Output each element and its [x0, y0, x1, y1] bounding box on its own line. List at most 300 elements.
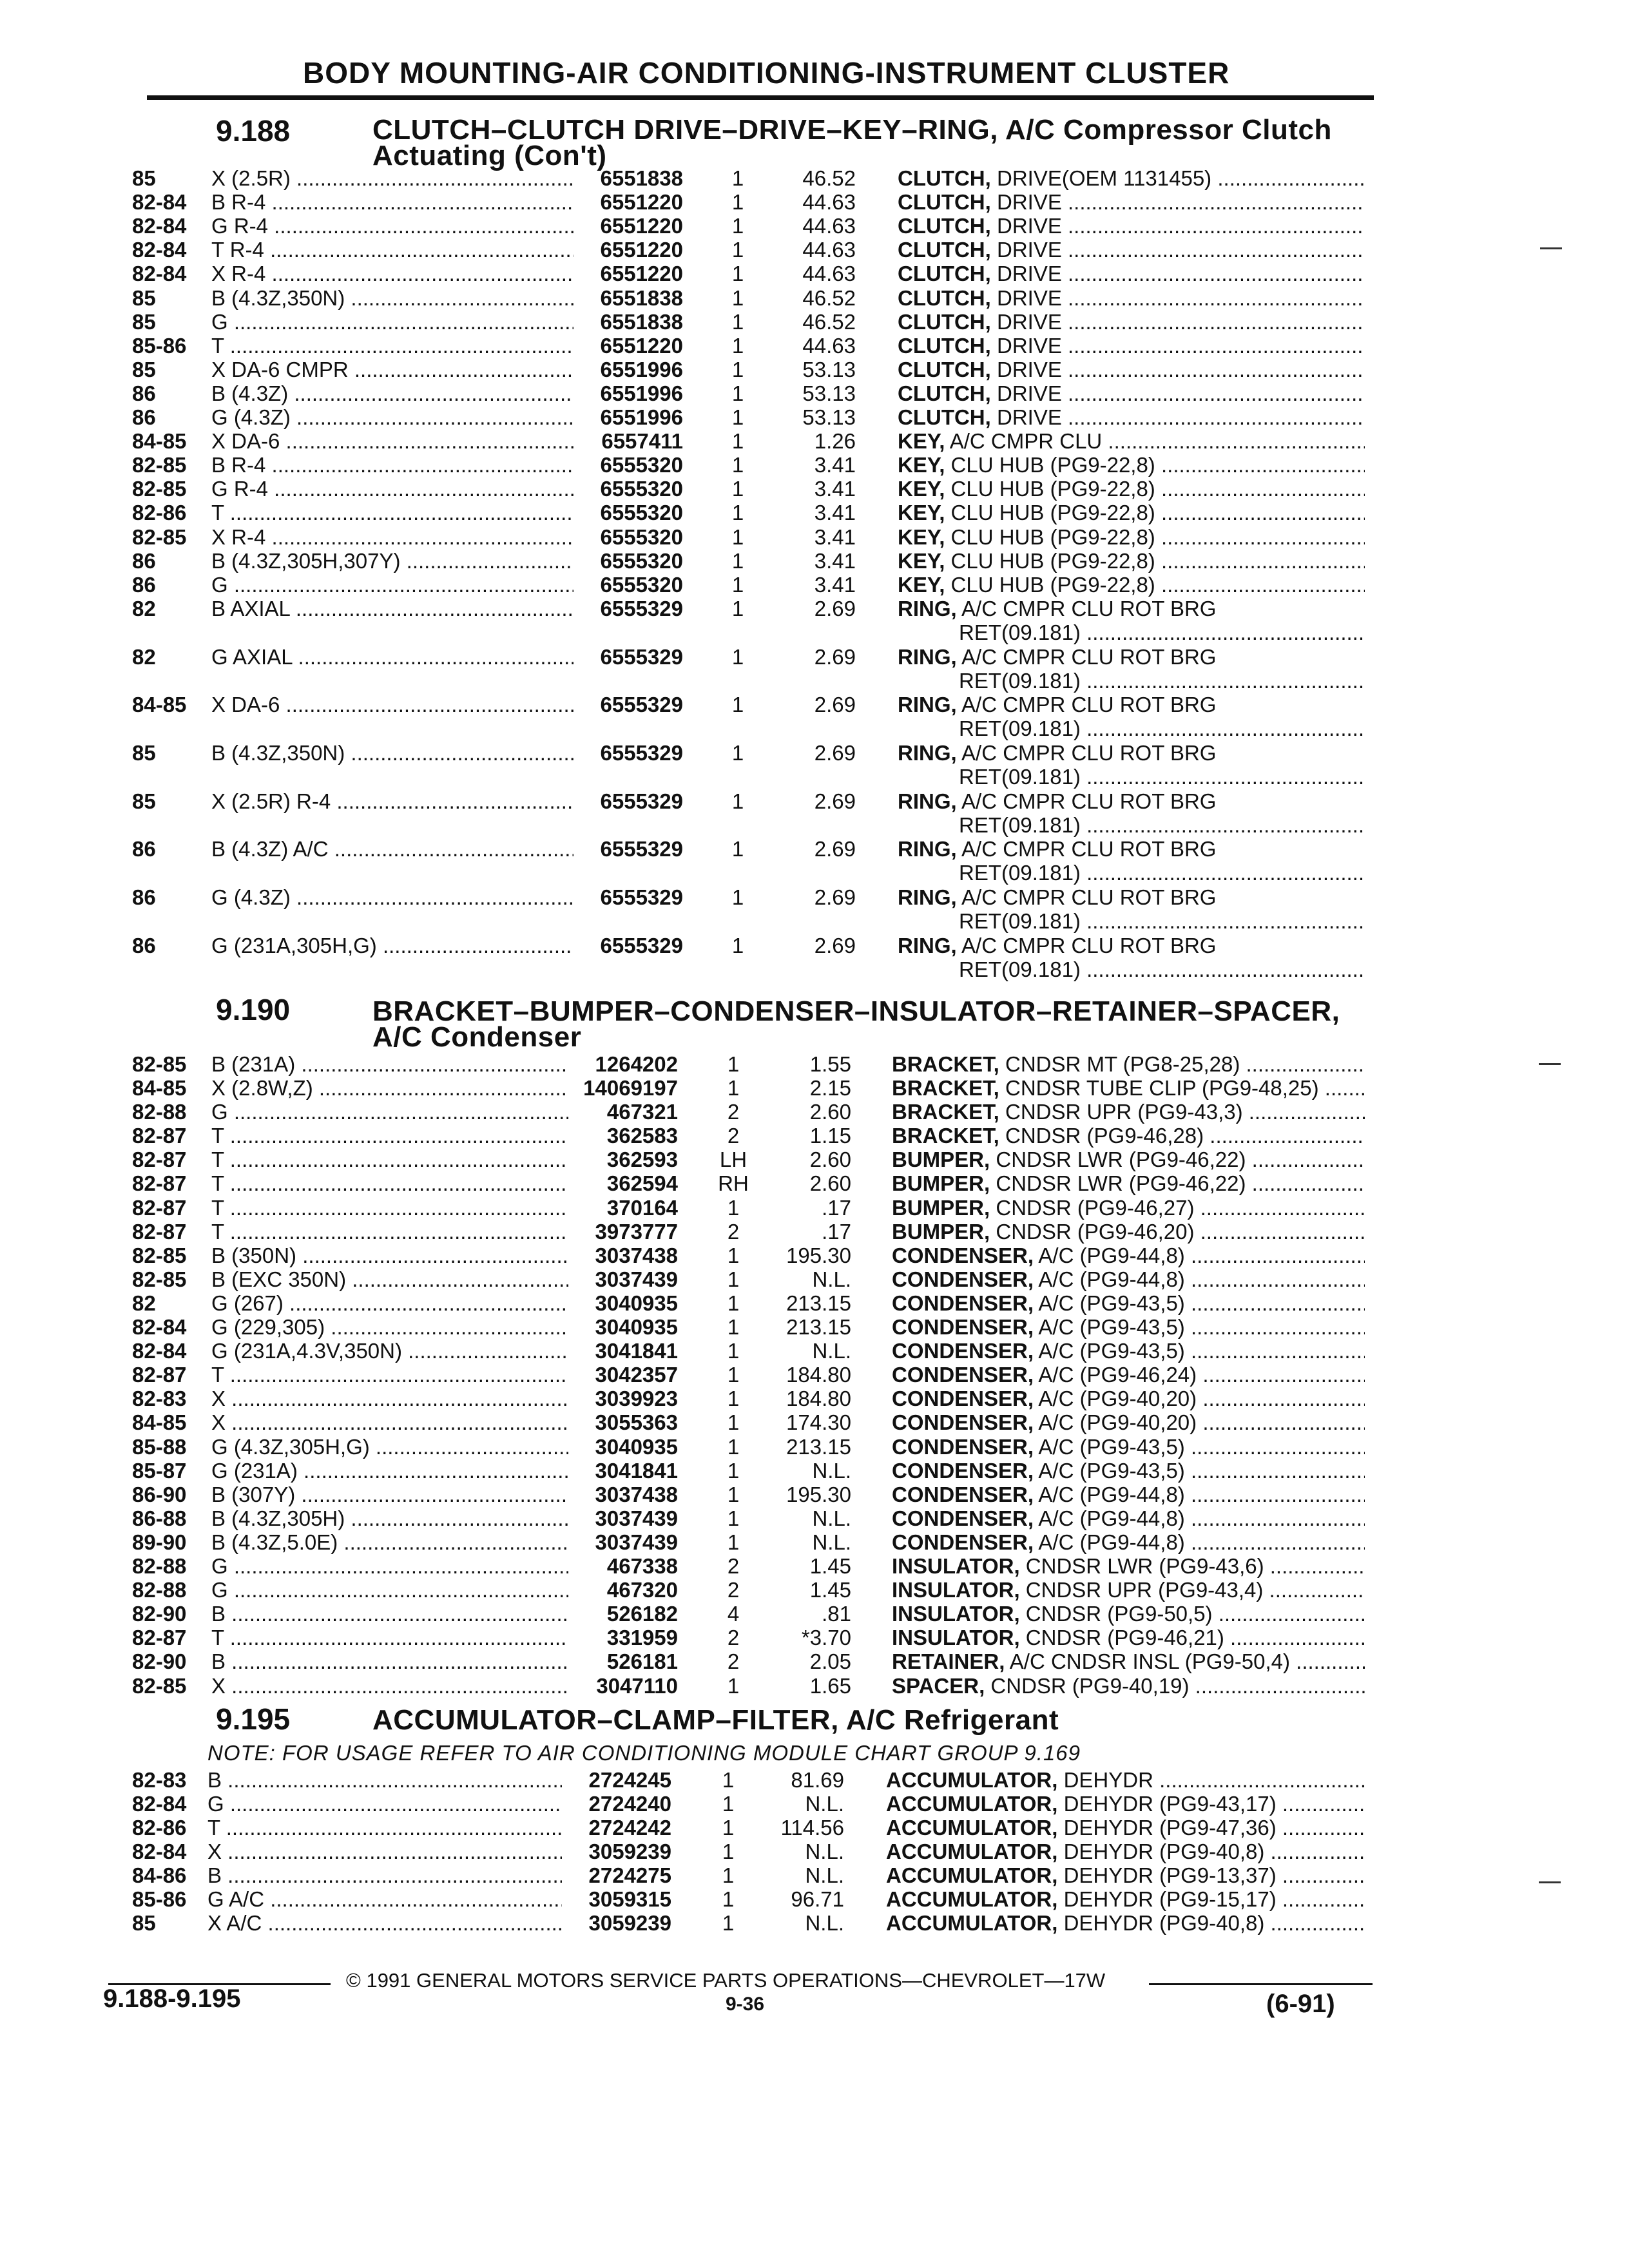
part-row	[0, 1387, 1629, 1410]
part-number: 6551996	[600, 405, 683, 429]
part-row-continuation	[0, 813, 1629, 837]
usage-code: T .....	[211, 334, 574, 358]
model-years: 82-85	[132, 1267, 187, 1291]
part-detail: A/C (PG9-43,5)	[1038, 1291, 1185, 1315]
copyright-line: © 1991 GENERAL MOTORS SERVICE PARTS OPERATIONS—CHEVROLET—17W	[346, 1969, 1106, 1992]
usage-code: G .....	[211, 1554, 568, 1578]
part-description	[898, 837, 1365, 861]
price: 3.41	[814, 501, 856, 524]
price: N.L.	[812, 1530, 851, 1554]
model-years: 85	[132, 1911, 156, 1935]
part-number: 467338	[606, 1554, 678, 1578]
usage-code: T .....	[211, 1124, 568, 1148]
part-description	[886, 1863, 1365, 1887]
part-row	[0, 1124, 1629, 1148]
part-number: 6555329	[600, 597, 683, 620]
part-name: CONDENSER,	[892, 1363, 1034, 1387]
quantity: 1	[731, 741, 744, 765]
part-description	[892, 1220, 1365, 1244]
usage-code: T .....	[211, 1220, 568, 1244]
price: 3.41	[814, 477, 856, 501]
part-description	[892, 1578, 1365, 1602]
part-description	[892, 1602, 1365, 1626]
quantity: 1	[731, 214, 744, 238]
price: 2.69	[814, 597, 856, 620]
model-years: 84-85	[132, 1410, 187, 1434]
price: 195.30	[786, 1244, 851, 1267]
part-row-continuation	[0, 620, 1629, 644]
part-row-continuation	[0, 716, 1629, 740]
quantity: 1	[731, 334, 744, 358]
quantity: 1	[731, 885, 744, 909]
model-years: 85	[132, 310, 156, 334]
part-row	[0, 1315, 1629, 1339]
part-description	[892, 1196, 1365, 1220]
part-name: CLUTCH,	[898, 286, 991, 310]
price: 1.45	[809, 1554, 851, 1578]
part-name: CLUTCH,	[898, 310, 991, 334]
model-years: 82-84	[132, 1339, 187, 1363]
part-number: 6551838	[600, 166, 683, 190]
part-description	[898, 934, 1365, 957]
quantity: 1	[722, 1863, 735, 1887]
part-detail: A/C (PG9-43,5)	[1038, 1435, 1185, 1459]
usage-code: B .....	[207, 1863, 562, 1887]
usage-code: B (350N) .....	[211, 1244, 568, 1267]
part-name: KEY,	[898, 549, 945, 573]
part-name: RING,	[898, 645, 957, 669]
price: 2.05	[809, 1649, 851, 1673]
usage-code: G (231A,4.3V,350N) .....	[211, 1339, 568, 1363]
part-row	[0, 1052, 1629, 1076]
part-row	[0, 1148, 1629, 1171]
model-years: 85-86	[132, 1887, 187, 1911]
part-description	[898, 573, 1365, 597]
usage-code: X DA-6 .....	[211, 429, 574, 453]
quantity: LH	[719, 1148, 747, 1171]
price: 3.41	[814, 453, 856, 477]
part-number: 3041841	[595, 1339, 678, 1363]
part-name: CLUTCH,	[898, 381, 991, 405]
part-name: CONDENSER,	[892, 1267, 1034, 1291]
usage-code: G R-4 .....	[211, 214, 574, 238]
part-detail: A/C (PG9-44,8)	[1038, 1506, 1185, 1530]
part-number: 467321	[606, 1100, 678, 1124]
quantity: 1	[731, 166, 744, 190]
usage-code: T .....	[211, 501, 574, 524]
part-detail: CNDSR (PG9-46,20)	[996, 1220, 1195, 1244]
usage-code: G (231A,305H,G) .....	[211, 934, 574, 957]
part-description	[892, 1052, 1365, 1076]
part-description	[886, 1887, 1365, 1911]
model-years: 82-85	[132, 453, 187, 477]
usage-code: G (4.3Z) .....	[211, 405, 574, 429]
quantity: 4	[727, 1602, 740, 1626]
part-description	[892, 1626, 1365, 1649]
model-years: 86	[132, 573, 156, 597]
part-name: CONDENSER,	[892, 1483, 1034, 1506]
usage-code: X R-4 .....	[211, 262, 574, 285]
part-detail: DRIVE	[996, 214, 1062, 238]
model-years: 82-85	[132, 1244, 187, 1267]
part-detail-continuation: RET(09.181) .....	[959, 620, 1365, 644]
part-description	[892, 1554, 1365, 1578]
price: 3.41	[814, 525, 856, 549]
part-description	[892, 1291, 1365, 1315]
quantity: 1	[731, 429, 744, 453]
part-row	[0, 1602, 1629, 1626]
part-description	[898, 381, 1365, 405]
model-years: 85	[132, 741, 156, 765]
model-years: 82-87	[132, 1196, 187, 1220]
quantity: 1	[731, 453, 744, 477]
part-description	[898, 453, 1365, 477]
part-row	[0, 1649, 1629, 1673]
price: 1.15	[809, 1124, 851, 1148]
usage-code: G (231A) .....	[211, 1459, 568, 1483]
part-detail: A/C (PG9-46,24)	[1038, 1363, 1197, 1387]
part-detail: CNDSR LWR (PG9-46,22)	[996, 1171, 1246, 1195]
part-number: 6555320	[600, 525, 683, 549]
model-years: 82-83	[132, 1387, 187, 1410]
part-row	[0, 238, 1629, 262]
part-row-continuation	[0, 669, 1629, 693]
section-title	[372, 1704, 1059, 1736]
part-detail: CLU HUB (PG9-22,8)	[950, 549, 1155, 573]
part-number: 362593	[606, 1148, 678, 1171]
part-name: BUMPER,	[892, 1220, 990, 1244]
section-title	[372, 114, 1332, 171]
margin-mark	[1539, 1063, 1561, 1065]
usage-code: G (4.3Z) .....	[211, 885, 574, 909]
price: .17	[822, 1220, 851, 1244]
part-description	[886, 1768, 1365, 1792]
part-name: CONDENSER,	[892, 1506, 1034, 1530]
part-description	[898, 741, 1365, 765]
usage-code: T .....	[211, 1196, 568, 1220]
price: N.L.	[805, 1792, 844, 1816]
price: 1.65	[809, 1674, 851, 1698]
part-row	[0, 405, 1629, 429]
part-description	[898, 525, 1365, 549]
price: 2.69	[814, 645, 856, 669]
usage-code: X .....	[211, 1387, 568, 1410]
quantity: 2	[727, 1124, 740, 1148]
part-number: 6551996	[600, 381, 683, 405]
part-row	[0, 573, 1629, 597]
price: 44.63	[802, 334, 856, 358]
price: 46.52	[802, 166, 856, 190]
part-description	[892, 1530, 1365, 1554]
usage-code: B (4.3Z) A/C .....	[211, 837, 574, 861]
usage-code: X (2.5R) R-4 .....	[211, 789, 574, 813]
part-detail: A/C (PG9-43,5)	[1038, 1339, 1185, 1363]
part-name: CONDENSER,	[892, 1387, 1034, 1410]
quantity: 1	[731, 837, 744, 861]
model-years: 82	[132, 1291, 156, 1315]
model-years: 82-87	[132, 1220, 187, 1244]
part-row	[0, 1291, 1629, 1315]
quantity: 1	[727, 1410, 740, 1434]
part-detail: A/C (PG9-43,5)	[1038, 1315, 1185, 1339]
part-detail: CLU HUB (PG9-22,8)	[950, 501, 1155, 524]
price: 53.13	[802, 381, 856, 405]
price: 53.13	[802, 358, 856, 381]
model-years: 82-87	[132, 1148, 187, 1171]
part-number: 370164	[606, 1196, 678, 1220]
part-detail: CLU HUB (PG9-22,8)	[950, 477, 1155, 501]
model-years: 82-84	[132, 1315, 187, 1339]
quantity: 2	[727, 1578, 740, 1602]
part-name: RING,	[898, 837, 957, 861]
footer-section-range: 9.188-9.195	[103, 1984, 241, 2013]
part-detail: DEHYDR (PG9-13,37)	[1063, 1863, 1277, 1887]
usage-code: B (4.3Z) .....	[211, 381, 574, 405]
usage-code: G R-4 .....	[211, 477, 574, 501]
part-number: 3037438	[595, 1483, 678, 1506]
quantity: 1	[731, 693, 744, 716]
part-detail: DRIVE(OEM 1131455)	[996, 166, 1212, 190]
section-number: 9.195	[216, 1702, 291, 1736]
part-name: CLUTCH,	[898, 214, 991, 238]
model-years: 86-88	[132, 1506, 187, 1530]
model-years: 85-86	[132, 334, 187, 358]
usage-code: B (4.3Z,5.0E) .....	[211, 1530, 568, 1554]
part-row	[0, 1674, 1629, 1698]
price: 46.52	[802, 286, 856, 310]
part-detail-continuation: RET(09.181) .....	[959, 716, 1365, 740]
part-row	[0, 1792, 1629, 1816]
model-years: 82	[132, 645, 156, 669]
part-number: 3041841	[595, 1459, 678, 1483]
usage-code: B R-4 .....	[211, 453, 574, 477]
quantity: 1	[727, 1267, 740, 1291]
price: 2.69	[814, 934, 856, 957]
quantity: 2	[727, 1554, 740, 1578]
part-row	[0, 453, 1629, 477]
quantity: 1	[727, 1530, 740, 1554]
model-years: 86	[132, 934, 156, 957]
part-number: 362583	[606, 1124, 678, 1148]
model-years: 86	[132, 549, 156, 573]
usage-code: B (4.3Z,350N) .....	[211, 741, 574, 765]
price: N.L.	[805, 1863, 844, 1887]
part-row	[0, 645, 1629, 669]
price: 2.69	[814, 789, 856, 813]
price: 2.69	[814, 885, 856, 909]
part-row	[0, 1220, 1629, 1244]
part-row	[0, 1410, 1629, 1434]
part-description	[898, 358, 1365, 381]
part-row	[0, 741, 1629, 765]
usage-code: G .....	[211, 1100, 568, 1124]
part-row-continuation	[0, 861, 1629, 885]
part-name: BRACKET,	[892, 1076, 999, 1100]
quantity: 1	[731, 549, 744, 573]
quantity: 1	[731, 645, 744, 669]
section-title-line: Actuating (Con't)	[372, 140, 607, 171]
model-years: 82-90	[132, 1649, 187, 1673]
usage-code: B .....	[211, 1649, 568, 1673]
usage-code: T .....	[211, 1363, 568, 1387]
part-detail: DEHYDR (PG9-40,8)	[1063, 1840, 1265, 1863]
part-row	[0, 501, 1629, 524]
part-detail: DRIVE	[996, 190, 1062, 214]
model-years: 82-86	[132, 1816, 187, 1840]
part-row	[0, 429, 1629, 453]
quantity: 1	[731, 501, 744, 524]
quantity: 1	[727, 1387, 740, 1410]
part-number: 1264202	[595, 1052, 678, 1076]
price: 174.30	[786, 1410, 851, 1434]
quantity: 1	[722, 1887, 735, 1911]
part-row	[0, 693, 1629, 716]
section-number: 9.188	[216, 114, 291, 148]
part-number: 6551838	[600, 286, 683, 310]
margin-mark	[1540, 247, 1562, 249]
quantity: 1	[731, 190, 744, 214]
part-detail: DEHYDR (PG9-47,36)	[1063, 1816, 1277, 1840]
part-name: ACCUMULATOR,	[886, 1768, 1058, 1792]
usage-code: T .....	[207, 1816, 562, 1840]
part-row	[0, 549, 1629, 573]
part-row	[0, 885, 1629, 909]
part-description	[892, 1649, 1365, 1673]
usage-code: G .....	[211, 573, 574, 597]
model-years: 84-85	[132, 429, 187, 453]
part-detail: DRIVE	[996, 262, 1062, 285]
part-name: BRACKET,	[892, 1100, 999, 1124]
part-number: 3037438	[595, 1244, 678, 1267]
part-row	[0, 310, 1629, 334]
part-number: 3040935	[595, 1291, 678, 1315]
part-name: INSULATOR,	[892, 1554, 1020, 1578]
part-name: RING,	[898, 789, 957, 813]
part-detail: DRIVE	[996, 310, 1062, 334]
model-years: 82-84	[132, 262, 187, 285]
part-name: INSULATOR,	[892, 1578, 1020, 1602]
usage-code: G .....	[207, 1792, 562, 1816]
part-name: BRACKET,	[892, 1052, 999, 1076]
part-description	[892, 1410, 1365, 1434]
price: N.L.	[805, 1840, 844, 1863]
quantity: 1	[722, 1792, 735, 1816]
part-name: KEY,	[898, 453, 945, 477]
part-number: 6551220	[600, 334, 683, 358]
part-number: 6551220	[600, 214, 683, 238]
usage-code: B (4.3Z,350N) .....	[211, 286, 574, 310]
part-number: 362594	[606, 1171, 678, 1195]
header-rule	[147, 95, 1374, 100]
quantity: 1	[727, 1339, 740, 1363]
quantity: 2	[727, 1626, 740, 1649]
usage-code: G (4.3Z,305H,G) .....	[211, 1435, 568, 1459]
quantity: 2	[727, 1220, 740, 1244]
part-description	[898, 286, 1365, 310]
part-description	[892, 1100, 1365, 1124]
part-name: KEY,	[898, 429, 945, 453]
part-name: CLUTCH,	[898, 358, 991, 381]
part-description	[892, 1459, 1365, 1483]
model-years: 84-85	[132, 1076, 187, 1100]
price: 2.69	[814, 741, 856, 765]
part-detail: A/C CMPR CLU ROT BRG	[961, 885, 1217, 909]
price: 3.41	[814, 573, 856, 597]
part-detail: DRIVE	[996, 286, 1062, 310]
usage-code: B (4.3Z,305H) .....	[211, 1506, 568, 1530]
price: N.L.	[812, 1339, 851, 1363]
price: 46.52	[802, 310, 856, 334]
usage-code: X .....	[211, 1674, 568, 1698]
price: 2.60	[809, 1100, 851, 1124]
part-detail: DEHYDR (PG9-40,8)	[1063, 1911, 1265, 1935]
part-name: SPACER,	[892, 1674, 985, 1698]
part-description	[898, 190, 1365, 214]
part-detail: A/C CMPR CLU ROT BRG	[961, 693, 1217, 716]
part-detail: DEHYDR	[1063, 1768, 1153, 1792]
part-description	[898, 334, 1365, 358]
part-description	[898, 789, 1365, 813]
part-detail: A/C (PG9-43,5)	[1038, 1459, 1185, 1483]
part-row	[0, 286, 1629, 310]
price: 1.26	[814, 429, 856, 453]
part-detail: CNDSR TUBE CLIP (PG9-48,25)	[1005, 1076, 1319, 1100]
usage-code: T R-4 .....	[211, 238, 574, 262]
part-detail: A/C CMPR CLU ROT BRG	[961, 837, 1217, 861]
part-detail: DEHYDR (PG9-15,17)	[1063, 1887, 1277, 1911]
part-number: 6555329	[600, 741, 683, 765]
part-name: RING,	[898, 934, 957, 957]
part-row	[0, 1171, 1629, 1195]
part-number: 6551220	[600, 262, 683, 285]
part-name: KEY,	[898, 525, 945, 549]
part-description	[898, 693, 1365, 716]
part-description	[898, 477, 1365, 501]
part-detail: CNDSR UPR (PG9-43,4)	[1025, 1578, 1264, 1602]
quantity: 2	[727, 1100, 740, 1124]
usage-code: G AXIAL .....	[211, 645, 574, 669]
part-number: 3973777	[595, 1220, 678, 1244]
part-name: CLUTCH,	[898, 405, 991, 429]
part-description	[898, 238, 1365, 262]
part-name: RING,	[898, 741, 957, 765]
part-number: 3037439	[595, 1530, 678, 1554]
part-number: 6555329	[600, 789, 683, 813]
part-detail: A/C CMPR CLU ROT BRG	[961, 597, 1217, 620]
quantity: 1	[722, 1840, 735, 1863]
quantity: 1	[727, 1483, 740, 1506]
model-years: 85	[132, 166, 156, 190]
part-name: CLUTCH,	[898, 238, 991, 262]
quantity: 1	[722, 1768, 735, 1792]
part-name: BUMPER,	[892, 1148, 990, 1171]
part-name: KEY,	[898, 573, 945, 597]
model-years: 82-85	[132, 525, 187, 549]
quantity: 1	[727, 1052, 740, 1076]
model-years: 86	[132, 837, 156, 861]
part-row-continuation	[0, 909, 1629, 933]
model-years: 85-87	[132, 1459, 187, 1483]
part-description	[892, 1387, 1365, 1410]
part-description	[898, 214, 1365, 238]
usage-code: B .....	[207, 1768, 562, 1792]
part-name: CONDENSER,	[892, 1435, 1034, 1459]
price: 44.63	[802, 238, 856, 262]
part-description	[898, 262, 1365, 285]
part-name: RING,	[898, 597, 957, 620]
part-row	[0, 525, 1629, 549]
part-detail-continuation: RET(09.181) .....	[959, 957, 1365, 981]
